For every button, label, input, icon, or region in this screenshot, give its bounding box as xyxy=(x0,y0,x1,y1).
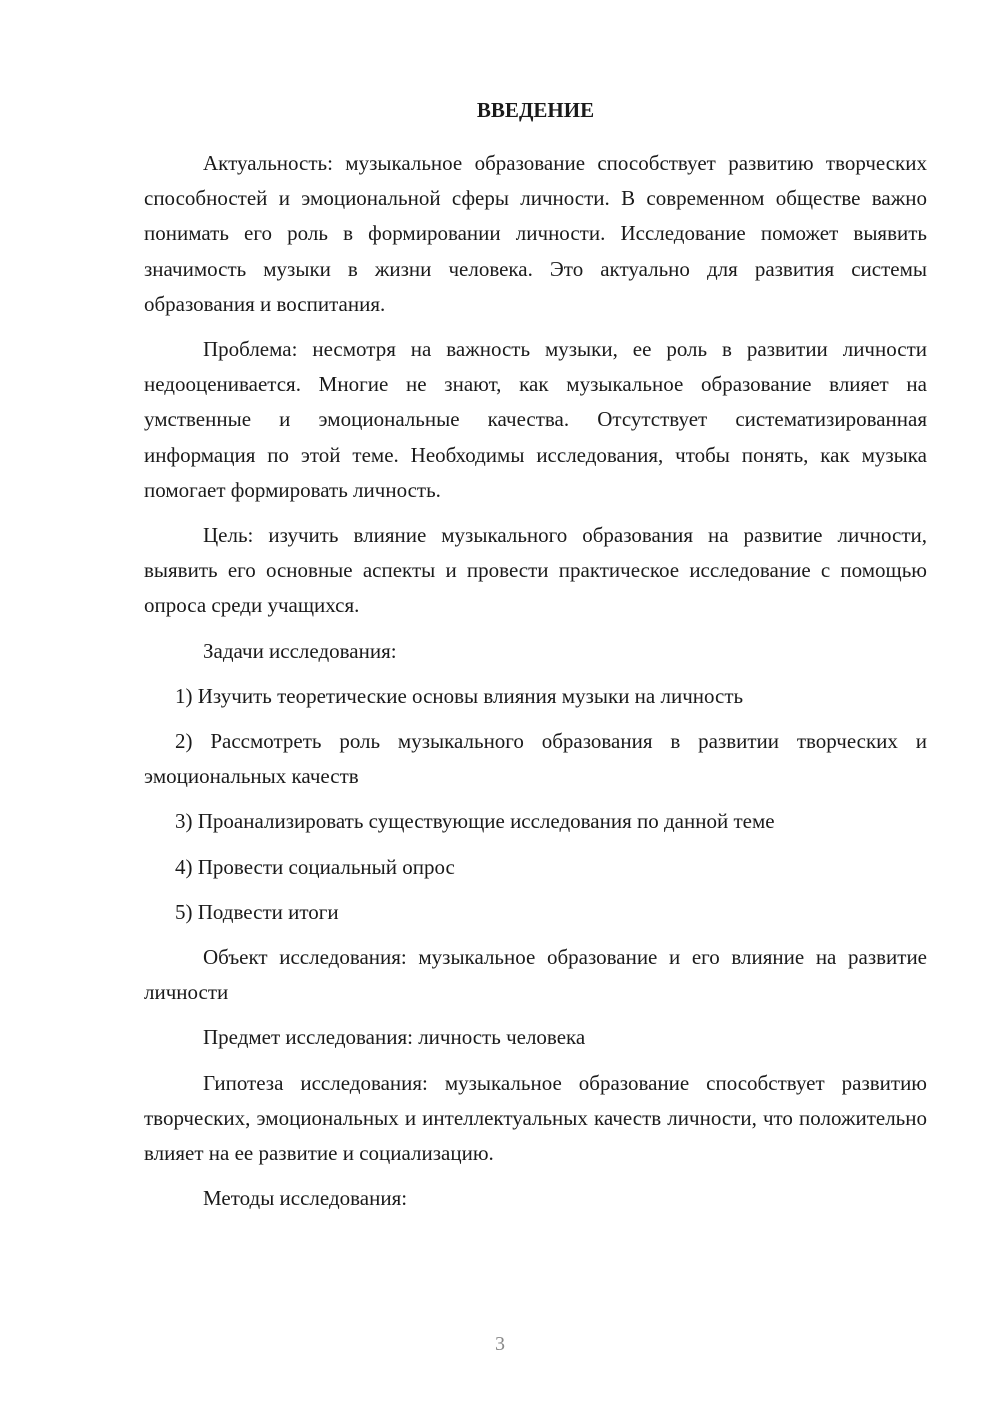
task-item-4: 4) Провести социальный опрос xyxy=(175,854,455,879)
task-item-3: 3) Проанализировать существующие исследования по данной теме xyxy=(175,809,775,834)
hypothesis-paragraph: Гипотеза исследования: музыкальное образование способствует развитию творческих, эмоциональных и интеллектуальных качеств личности, что положительно влияет на ее развитие и социализацию. xyxy=(144,1070,927,1166)
task-item-2: 2) Рассмотреть роль музыкального образования в развитии творческих и эмоциональных качеств xyxy=(144,729,927,789)
problem-paragraph: Проблема: несмотря на важность музыки, ее роль в развитии личности недооценивается. Многие не знают, как музыкальное образование влияет на умственные и эмоциональные качества. Отсутствует систематизированная информация по этой теме. Необходимы исследования, чтобы понять, как музыка помогает формировать личность. xyxy=(144,337,927,502)
page-number: 3 xyxy=(495,1333,505,1355)
task-item-1: 1) Изучить теоретические основы влияния музыки на личность xyxy=(175,683,744,708)
object-paragraph: Объект исследования: музыкальное образование и его влияние на развитие личности xyxy=(144,945,927,1005)
subject-paragraph: Предмет исследования: личность человека xyxy=(203,1025,586,1050)
document-page xyxy=(144,92,927,1226)
tasks-heading: Задачи исследования: xyxy=(203,638,397,663)
methods-heading: Методы исследования: xyxy=(203,1186,408,1211)
relevance-paragraph: Актуальность: музыкальное образование способствует развитию творческих способностей и эмоциональной сферы личности. В современном обществе важно понимать его роль в формировании личности. Исследование поможет выявить значимость музыки в жизни человека. Это актуально для развития системы образования и воспитания. xyxy=(144,151,927,316)
section-title: ВВЕДЕНИЕ xyxy=(476,98,595,122)
task-item-5: 5) Подвести итоги xyxy=(175,899,339,924)
goal-paragraph: Цель: изучить влияние музыкального образования на развитие личности, выявить его основные аспекты и провести практическое исследование с помощью опроса среди учащихся. xyxy=(144,523,927,618)
